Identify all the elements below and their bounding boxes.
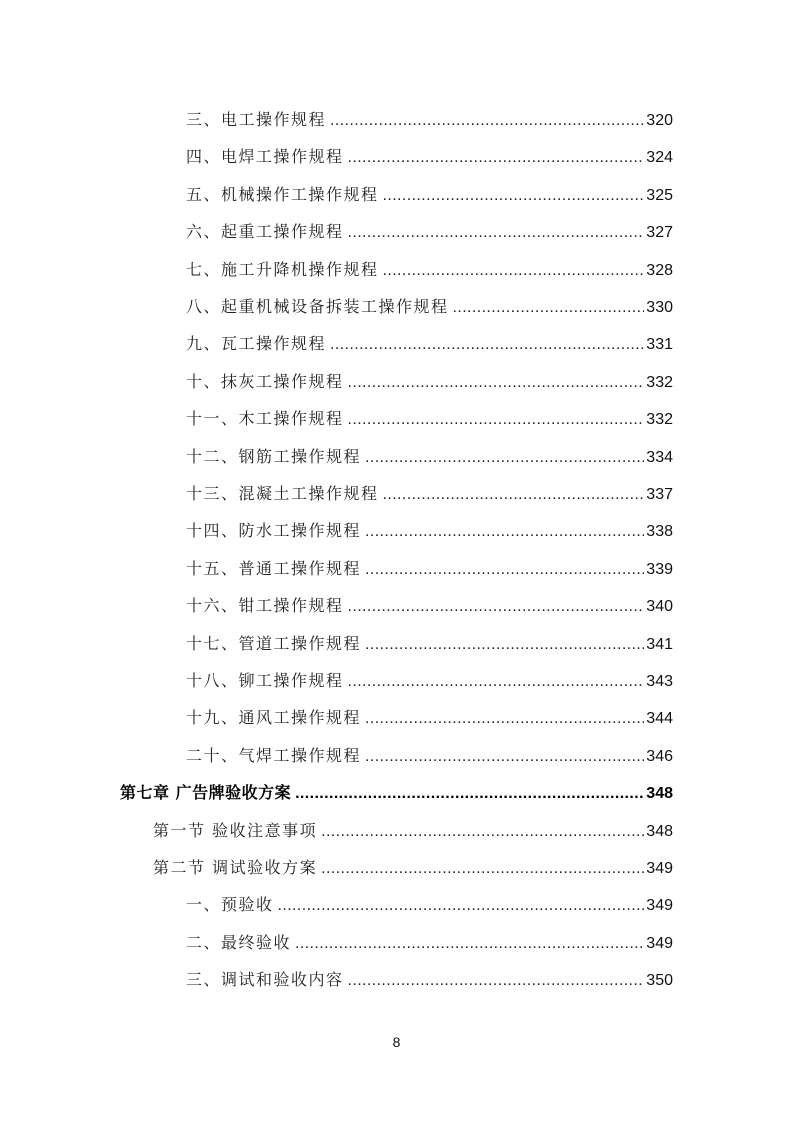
toc-entry-page: 339: [646, 560, 673, 578]
toc-entry-title: 四、电焊工操作规程: [186, 147, 344, 167]
toc-entry-title: 十二、钢筋工操作规程: [186, 446, 362, 466]
toc-entry-title: 十一、木工操作规程: [186, 409, 344, 429]
dot-leader: [365, 556, 644, 583]
toc-entry-page: 340: [646, 598, 673, 616]
toc-section-entry[interactable]: [153, 854, 673, 882]
dot-leader: [383, 257, 645, 284]
toc-entry-page: 337: [646, 486, 673, 503]
dot-leader: [365, 705, 644, 732]
toc-entry-title: 七、施工升降机操作规程: [186, 259, 379, 279]
dot-leader: [321, 855, 644, 882]
dot-leader: [321, 818, 644, 845]
dot-leader: [348, 369, 645, 396]
toc-entry[interactable]: [186, 742, 673, 770]
toc-entry-page: 344: [646, 710, 673, 728]
toc-entry[interactable]: [186, 667, 673, 695]
page-number: 8: [392, 1034, 401, 1050]
toc-entry[interactable]: [186, 966, 673, 994]
toc-entry[interactable]: [186, 480, 673, 508]
toc-entry-title: 十三、混凝土工操作规程: [186, 484, 379, 503]
toc-entry[interactable]: [186, 704, 673, 732]
toc-entry-title: 第七章 广告牌验收方案: [120, 783, 292, 803]
toc-entry-title: 六、起重工操作规程: [186, 222, 344, 242]
toc-entry-page: 349: [646, 897, 673, 915]
toc-entry[interactable]: [186, 891, 673, 919]
toc-entry-title: 十六、钳工操作规程: [186, 596, 344, 616]
toc-entry-page: 328: [646, 261, 673, 279]
toc-entry-title: 五、机械操作工操作规程: [186, 184, 379, 204]
dot-leader: [365, 444, 644, 471]
toc-entry-page: 348: [646, 822, 673, 840]
toc-entry[interactable]: [186, 181, 673, 209]
toc-entry-title: 十七、管道工操作规程: [186, 633, 362, 653]
toc-entry-title: 十九、通风工操作规程: [186, 708, 362, 728]
toc-entry-page: 346: [646, 747, 673, 765]
toc-entry-title: 二十、气焊工操作规程: [186, 745, 362, 765]
dot-leader: [348, 967, 645, 994]
toc-entry-title: 一、预验收: [186, 895, 274, 915]
toc-entry-page: 331: [646, 336, 673, 354]
toc-entry-page: 332: [646, 373, 673, 391]
toc-entry-page: 341: [646, 635, 673, 653]
toc-chapter-entry[interactable]: [120, 779, 673, 807]
toc-entry[interactable]: [186, 293, 673, 321]
toc-entry[interactable]: [186, 405, 673, 433]
toc-entry-page: 332: [646, 411, 673, 429]
toc-entry-title: 十四、防水工操作规程: [186, 521, 362, 541]
toc-entry-title: 九、瓦工操作规程: [186, 334, 327, 354]
toc-entry[interactable]: [186, 555, 673, 583]
toc-section-entry[interactable]: [153, 817, 673, 845]
dot-leader: [383, 481, 645, 508]
toc-entry-title: 第一节 验收注意事项: [153, 820, 318, 840]
dot-leader: [330, 107, 644, 134]
dot-leader: [295, 780, 644, 807]
toc-entry-page: 338: [646, 523, 673, 541]
toc-entry-page: 330: [646, 299, 673, 316]
dot-leader: [365, 743, 644, 770]
dot-leader: [348, 219, 645, 246]
dot-leader: [330, 331, 644, 358]
toc-entry-title: 三、调试和验收内容: [186, 970, 344, 990]
dot-leader: [278, 892, 645, 919]
toc-entry-page: 348: [646, 785, 673, 803]
toc-entry[interactable]: [186, 929, 673, 957]
dot-leader: [295, 930, 644, 957]
toc-entry-title: 十、抹灰工操作规程: [186, 371, 344, 391]
toc-entry[interactable]: [186, 106, 673, 134]
toc-entry-title: 十八、铆工操作规程: [186, 671, 344, 690]
toc-entry-page: 320: [646, 112, 673, 129]
toc-entry[interactable]: [186, 517, 673, 545]
toc-entry-page: 350: [646, 972, 673, 990]
toc-entry-page: 349: [646, 860, 673, 877]
toc-entry[interactable]: [186, 218, 673, 246]
dot-leader: [348, 406, 645, 433]
toc-entry[interactable]: [186, 330, 673, 358]
toc-entry-page: 325: [646, 186, 673, 204]
dot-leader: [453, 294, 645, 321]
toc-entry[interactable]: [186, 592, 673, 620]
toc-entry[interactable]: [186, 143, 673, 171]
dot-leader: [365, 518, 644, 545]
toc-entry-page: 327: [646, 224, 673, 242]
toc-entry[interactable]: [186, 368, 673, 396]
dot-leader: [348, 668, 645, 695]
toc-entry-title: 三、电工操作规程: [186, 110, 327, 129]
toc-entry-page: 324: [646, 149, 673, 167]
dot-leader: [348, 144, 645, 171]
toc-entry[interactable]: [186, 630, 673, 658]
toc-entry-page: 343: [646, 673, 673, 690]
toc-entry-page: 334: [646, 448, 673, 466]
dot-leader: [383, 182, 645, 209]
toc-entry-title: 第二节 调试验收方案: [153, 858, 318, 877]
toc-entry[interactable]: [186, 256, 673, 284]
toc-entry[interactable]: [186, 443, 673, 471]
dot-leader: [365, 631, 644, 658]
toc-entry-title: 八、起重机械设备拆装工操作规程: [186, 297, 449, 316]
toc-entry-page: 349: [646, 934, 673, 952]
toc-entry-title: 十五、普通工操作规程: [186, 558, 362, 578]
toc-entry-title: 二、最终验收: [186, 932, 292, 952]
dot-leader: [348, 593, 645, 620]
